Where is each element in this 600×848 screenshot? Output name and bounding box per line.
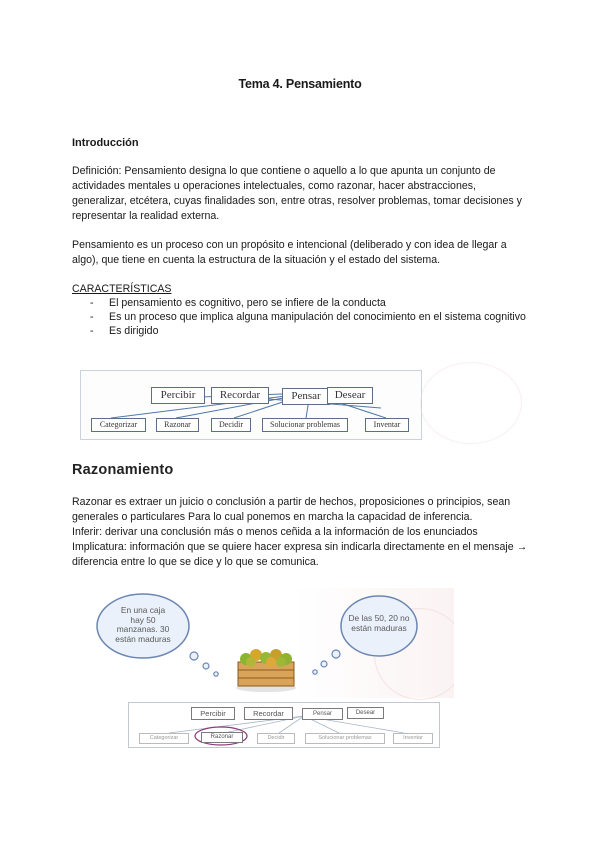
box-inventar: Inventar <box>393 733 433 744</box>
reasoning-line: Inferir: derivar una conclusión más o menos ceñida a la información de los enunciados <box>72 526 478 538</box>
box-pensar: Pensar <box>302 708 343 720</box>
box-recordar: Recordar <box>211 387 269 404</box>
reasoning-heading: Razonamiento <box>72 462 174 478</box>
characteristics-list <box>88 296 528 338</box>
reasoning-line: Razonar es extraer un juicio o conclusión a partir de hechos, proposiciones o principios, sean generales o particulares Para lo cual ponemos en marcha la capacidad de inferencia. <box>72 496 511 523</box>
diagram-small <box>128 702 440 748</box>
bubble-line: De las 50, 20 no <box>348 613 410 623</box>
bubble-left-text <box>103 606 183 644</box>
definition-paragraph: Definición: Pensamiento designa lo que contiene o aquello a lo que apunta un conjunto de actividades mentales u operaciones intelectuales, como razonar, hacer abstracciones, generalizar, etcétera, cuyas finalidades son, entre otras, resolver problemas, tomar decisiones y representar la realidad externa. <box>72 165 522 222</box>
box-razonar: Razonar <box>201 732 243 743</box>
box-percibir: Percibir <box>191 707 235 720</box>
reasoning-line: Implicatura: información que se quiere hacer expresa sin indicarla directamente en el mensaje → diferencia entre lo que se dice y lo que se comunica. <box>72 541 528 568</box>
list-item: - El pensamiento es cognitivo, pero se infiere de la conducta <box>88 296 528 310</box>
box-desear: Desear <box>327 387 373 404</box>
thinking-diagram <box>80 370 422 440</box>
list-item: - Es dirigido <box>88 324 528 338</box>
box-recordar: Recordar <box>244 707 293 720</box>
box-percibir: Percibir <box>151 387 205 404</box>
intro-heading: Introducción <box>72 137 139 149</box>
box-solucionar-problemas: Solucionar problemas <box>305 733 385 744</box>
box-decidir: Decidir <box>211 418 251 432</box>
bubble-line: hay 50 <box>130 614 156 625</box>
box-categorizar: Categorizar <box>139 733 189 744</box>
box-solucionar-problemas: Solucionar problemas <box>262 418 348 432</box>
bubble-line: En una caja <box>120 605 166 615</box>
purpose-paragraph: Pensamiento es un proceso con un propósito e intencional (deliberado y con idea de llegar a algo), que tiene en cuenta la estructura de la situación y el estado del sistema. <box>72 239 507 266</box>
watermark-seal <box>420 362 522 444</box>
list-item: - Es un proceso que implica alguna manipulación del conocimiento en el sistema cognitivo <box>88 310 528 324</box>
bubble-line: manzanas. 30 <box>116 624 170 634</box>
reasoning-paragraph <box>72 495 537 570</box>
bubble-right-text <box>341 614 417 633</box>
bubble-line: están maduras <box>351 622 407 633</box>
box-inventar: Inventar <box>365 418 409 432</box>
bubble-line: están maduras <box>115 633 171 644</box>
characteristics-heading: CARACTERÍSTICAS <box>72 283 172 295</box>
page-title: Tema 4. Pensamiento <box>238 77 362 91</box>
box-pensar: Pensar <box>282 388 330 405</box>
apple-crate-illustration <box>234 640 298 694</box>
box-categorizar: Categorizar <box>91 418 146 432</box>
reasoning-image <box>74 588 454 748</box>
box-desear: Desear <box>347 707 384 719</box>
box-decidir: Decidir <box>257 733 295 744</box>
box-razonar: Razonar <box>156 418 199 432</box>
